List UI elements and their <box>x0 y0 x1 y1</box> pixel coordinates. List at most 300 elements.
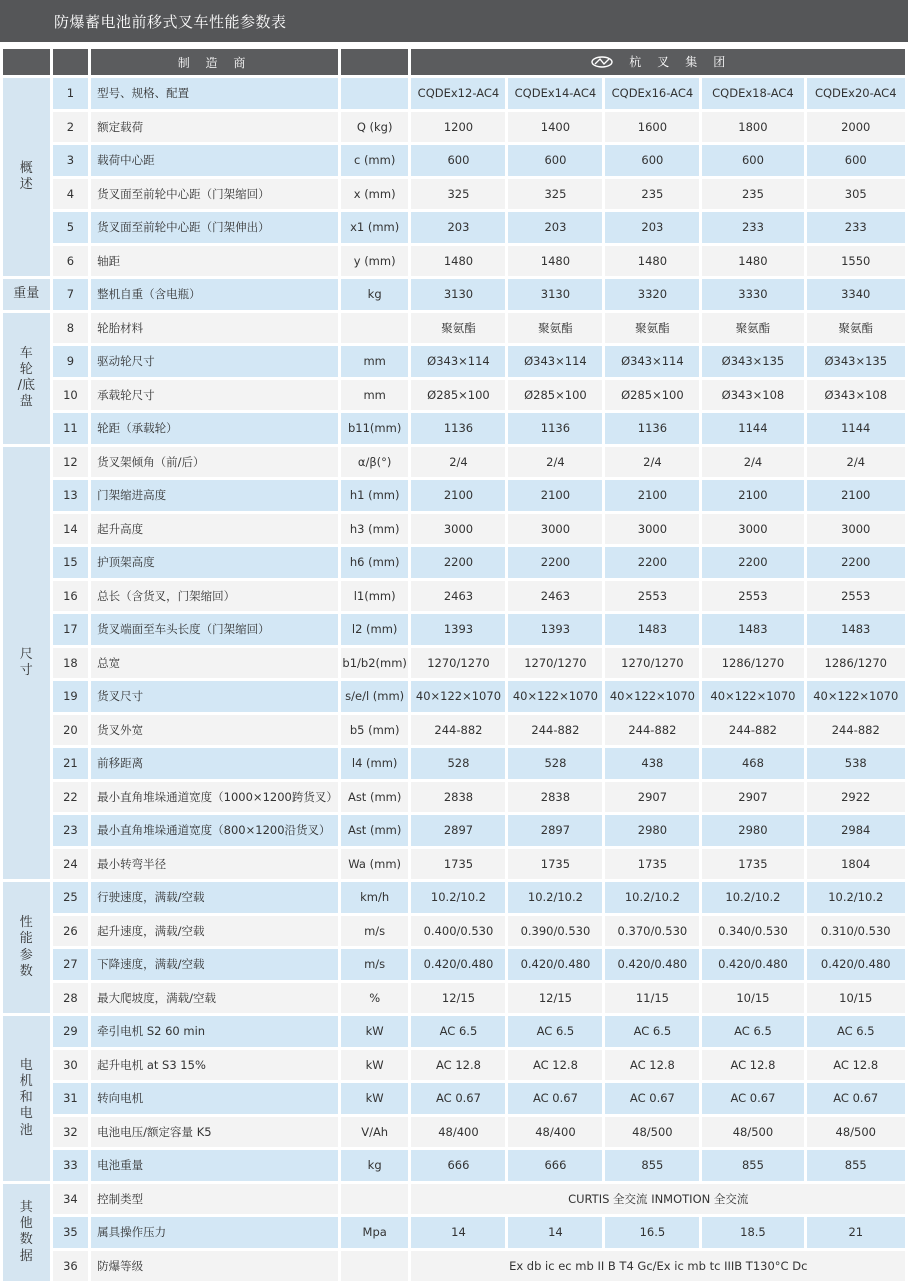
model-value-cell: 1480 <box>411 246 505 277</box>
row-number: 32 <box>53 1117 89 1148</box>
model-value-cell: 600 <box>508 145 602 176</box>
row-number: 26 <box>53 916 89 947</box>
row-unit: Ast (mm) <box>341 815 409 846</box>
model-value-cell: 2100 <box>605 480 699 511</box>
row-description: 防爆等级 <box>91 1251 338 1282</box>
model-value-cell: 聚氨酯 <box>605 313 699 344</box>
row-number: 17 <box>53 614 89 645</box>
row-number: 16 <box>53 581 89 612</box>
model-value-cell: 203 <box>411 212 505 243</box>
row-unit: c (mm) <box>341 145 409 176</box>
table-row <box>3 648 905 679</box>
row-unit: mm <box>341 346 409 377</box>
model-value-cell: 2200 <box>508 547 602 578</box>
model-value-cell: CQDEx18-AC4 <box>702 78 803 109</box>
table-row <box>3 413 905 444</box>
model-value-cell: 2907 <box>605 782 699 813</box>
row-unit: kW <box>341 1050 409 1081</box>
model-value-cell: 40×122×1070 <box>411 681 505 712</box>
row-description: 轴距 <box>91 246 338 277</box>
row-number: 36 <box>53 1251 89 1282</box>
model-value-cell: 11/15 <box>605 983 699 1014</box>
category-char: 寸 <box>19 662 33 678</box>
category-char: 参 <box>19 947 33 963</box>
row-description: 最小直角堆垛通道宽度（1000×1200跨货叉） <box>91 782 338 813</box>
row-description: 起升高度 <box>91 514 338 545</box>
model-value-cell: AC 0.67 <box>508 1083 602 1114</box>
row-unit: Ast (mm) <box>341 782 409 813</box>
category-char: 尺 <box>19 646 33 662</box>
model-value-cell: 0.420/0.480 <box>411 949 505 980</box>
manufacturer-label: 制 造 商 <box>91 49 338 75</box>
model-value-cell: 21 <box>807 1217 905 1248</box>
table-row <box>3 1050 905 1081</box>
model-value-cell: 12/15 <box>508 983 602 1014</box>
model-value-cell: 244-882 <box>605 715 699 746</box>
row-unit: l4 (mm) <box>341 748 409 779</box>
category-char: 轮 <box>19 361 33 377</box>
model-value-cell: 1286/1270 <box>702 648 803 679</box>
table-row <box>3 1117 905 1148</box>
model-value-cell: 1483 <box>702 614 803 645</box>
model-value-cell: 2463 <box>411 581 505 612</box>
category-char: 性 <box>19 915 33 930</box>
model-value-cell: AC 6.5 <box>508 1016 602 1047</box>
row-number: 1 <box>53 78 89 109</box>
row-unit: x1 (mm) <box>341 212 409 243</box>
model-value-cell: AC 0.67 <box>605 1083 699 1114</box>
model-value-cell: 3000 <box>702 514 803 545</box>
row-unit: x (mm) <box>341 179 409 210</box>
model-value-cell: 3320 <box>605 279 699 310</box>
model-value-cell: AC 6.5 <box>702 1016 803 1047</box>
model-value-cell: 2553 <box>807 581 905 612</box>
row-unit: m/s <box>341 916 409 947</box>
model-value-cell: 40×122×1070 <box>702 681 803 712</box>
model-value-cell: 48/400 <box>411 1117 505 1148</box>
model-value-cell: 12/15 <box>411 983 505 1014</box>
category-char: 重量 <box>13 286 40 302</box>
header-row <box>3 49 905 75</box>
model-value-cell: 2980 <box>605 815 699 846</box>
row-unit <box>341 313 409 344</box>
row-number: 11 <box>53 413 89 444</box>
model-value-cell: 1480 <box>508 246 602 277</box>
model-value-cell: 2100 <box>807 480 905 511</box>
model-value-cell: 233 <box>807 212 905 243</box>
model-value-cell: 1804 <box>807 849 905 880</box>
model-value-cell: 2980 <box>702 815 803 846</box>
model-value-cell: 3000 <box>508 514 602 545</box>
model-value-cell: 1800 <box>702 112 803 143</box>
model-value-cell: 18.5 <box>702 1217 803 1248</box>
model-value-cell: CQDEx14-AC4 <box>508 78 602 109</box>
model-value-cell: 2100 <box>702 480 803 511</box>
row-unit: kg <box>341 1150 409 1181</box>
category-char: 电 <box>19 1106 33 1122</box>
model-value-cell: CQDEx12-AC4 <box>411 78 505 109</box>
model-value-cell: 1136 <box>411 413 505 444</box>
model-value-cell: Ø343×108 <box>807 380 905 411</box>
row-unit: Wa (mm) <box>341 849 409 880</box>
model-value-cell: AC 6.5 <box>411 1016 505 1047</box>
row-number: 24 <box>53 849 89 880</box>
model-value-cell: 2553 <box>605 581 699 612</box>
row-unit: V/Ah <box>341 1117 409 1148</box>
row-description: 轮胎材料 <box>91 313 338 344</box>
category-char: 能 <box>19 931 33 947</box>
row-description: 属具操作压力 <box>91 1217 338 1248</box>
table-row <box>3 1217 905 1248</box>
model-value-cell: Ø285×100 <box>605 380 699 411</box>
model-value-cell: 538 <box>807 748 905 779</box>
row-number: 15 <box>53 547 89 578</box>
row-unit: h3 (mm) <box>341 514 409 545</box>
model-value-cell: Ø343×135 <box>807 346 905 377</box>
row-number: 23 <box>53 815 89 846</box>
brand-char: 杭 <box>629 55 642 70</box>
row-number: 13 <box>53 480 89 511</box>
model-value-cell: 1483 <box>807 614 905 645</box>
model-value-cell: 1270/1270 <box>605 648 699 679</box>
category-cell <box>3 279 50 310</box>
row-description: 总宽 <box>91 648 338 679</box>
model-value-cell: 2000 <box>807 112 905 143</box>
row-description: 起升电机 at S3 15% <box>91 1050 338 1081</box>
row-description: 货叉面至前轮中心距（门架伸出） <box>91 212 338 243</box>
model-value-cell: 1144 <box>807 413 905 444</box>
model-value-cell: 3000 <box>605 514 699 545</box>
row-number: 21 <box>53 748 89 779</box>
category-char: 其 <box>19 1199 33 1215</box>
row-unit: α/β(°) <box>341 447 409 478</box>
table-row <box>3 547 905 578</box>
model-value-cell: 244-882 <box>807 715 905 746</box>
model-value-cell: 855 <box>605 1150 699 1181</box>
table-row <box>3 480 905 511</box>
row-description: 门架缩进高度 <box>91 480 338 511</box>
category-char: 数 <box>19 1232 33 1248</box>
category-char: 池 <box>19 1122 33 1138</box>
model-value-cell: 325 <box>508 179 602 210</box>
row-number: 20 <box>53 715 89 746</box>
model-value-cell: Ø343×114 <box>605 346 699 377</box>
model-value-cell: 聚氨酯 <box>411 313 505 344</box>
row-description: 起升速度，满载/空载 <box>91 916 338 947</box>
row-description: 下降速度，满载/空载 <box>91 949 338 980</box>
model-value-cell: 40×122×1070 <box>605 681 699 712</box>
model-value-cell: 16.5 <box>605 1217 699 1248</box>
model-value-cell: 10.2/10.2 <box>411 882 505 913</box>
model-value-cell: 1136 <box>508 413 602 444</box>
model-value-cell: 2/4 <box>605 447 699 478</box>
model-value-cell: 1735 <box>411 849 505 880</box>
row-number: 28 <box>53 983 89 1014</box>
row-unit: kg <box>341 279 409 310</box>
table-row <box>3 212 905 243</box>
table-row <box>3 1150 905 1181</box>
model-value-cell: 1735 <box>702 849 803 880</box>
brand-char: 团 <box>713 55 726 70</box>
row-number: 4 <box>53 179 89 210</box>
model-value-cell: 203 <box>605 212 699 243</box>
row-span-value: Ex db ic ec mb II B T4 Gc/Ex ic mb tc IIIB T130°C Dc <box>411 1251 905 1282</box>
row-unit: km/h <box>341 882 409 913</box>
model-value-cell: 1480 <box>702 246 803 277</box>
category-char: /底 <box>17 378 35 393</box>
row-unit: Mpa <box>341 1217 409 1248</box>
row-description: 货叉外宽 <box>91 715 338 746</box>
brand-char: 集 <box>685 55 698 70</box>
model-value-cell: 10.2/10.2 <box>508 882 602 913</box>
row-unit: kW <box>341 1083 409 1114</box>
row-unit: b1/b2(mm) <box>341 648 409 679</box>
model-value-cell: CQDEx20-AC4 <box>807 78 905 109</box>
model-value-cell: 3000 <box>411 514 505 545</box>
model-value-cell: Ø343×135 <box>702 346 803 377</box>
table-row <box>3 1016 905 1047</box>
model-value-cell: 10.2/10.2 <box>605 882 699 913</box>
model-value-cell: 2/4 <box>411 447 505 478</box>
row-number: 25 <box>53 882 89 913</box>
row-description: 货叉面至前轮中心距（门架缩回） <box>91 179 338 210</box>
row-number: 31 <box>53 1083 89 1114</box>
table-row <box>3 246 905 277</box>
model-value-cell: 2200 <box>411 547 505 578</box>
row-unit <box>341 1184 409 1215</box>
row-description: 行驶速度，满载/空载 <box>91 882 338 913</box>
model-value-cell: 40×122×1070 <box>807 681 905 712</box>
model-value-cell: 600 <box>605 145 699 176</box>
model-value-cell: 2838 <box>508 782 602 813</box>
model-value-cell: 1393 <box>508 614 602 645</box>
model-value-cell: 0.400/0.530 <box>411 916 505 947</box>
model-value-cell: 528 <box>411 748 505 779</box>
model-value-cell: 1483 <box>605 614 699 645</box>
model-value-cell: 666 <box>508 1150 602 1181</box>
header-blank-cell <box>53 49 89 75</box>
model-value-cell: 1270/1270 <box>411 648 505 679</box>
model-value-cell: 600 <box>702 145 803 176</box>
model-value-cell: 2/4 <box>508 447 602 478</box>
row-description: 货叉架倾角（前/后） <box>91 447 338 478</box>
table-row <box>3 313 905 344</box>
header-blank-cell <box>341 49 409 75</box>
model-value-cell: Ø285×100 <box>411 380 505 411</box>
table-row <box>3 715 905 746</box>
model-value-cell: 0.420/0.480 <box>702 949 803 980</box>
row-unit <box>341 1251 409 1282</box>
row-span-value: CURTIS 全交流 INMOTION 全交流 <box>411 1184 905 1215</box>
row-description: 电池重量 <box>91 1150 338 1181</box>
model-value-cell: 305 <box>807 179 905 210</box>
model-value-cell: 2897 <box>508 815 602 846</box>
category-char: 据 <box>19 1248 33 1264</box>
model-value-cell: AC 12.8 <box>508 1050 602 1081</box>
model-value-cell: AC 12.8 <box>807 1050 905 1081</box>
model-value-cell: AC 0.67 <box>702 1083 803 1114</box>
model-value-cell: 468 <box>702 748 803 779</box>
category-cell <box>3 78 50 276</box>
model-value-cell: 0.340/0.530 <box>702 916 803 947</box>
row-number: 22 <box>53 782 89 813</box>
model-value-cell: 0.420/0.480 <box>605 949 699 980</box>
model-value-cell: 3340 <box>807 279 905 310</box>
row-unit: mm <box>341 380 409 411</box>
row-unit: % <box>341 983 409 1014</box>
table-row <box>3 1184 905 1215</box>
model-value-cell: 聚氨酯 <box>508 313 602 344</box>
model-value-cell: 10/15 <box>702 983 803 1014</box>
row-unit: b11(mm) <box>341 413 409 444</box>
row-unit: b5 (mm) <box>341 715 409 746</box>
model-value-cell: 2553 <box>702 581 803 612</box>
model-value-cell: 855 <box>702 1150 803 1181</box>
category-cell <box>3 1016 50 1181</box>
row-description: 驱动轮尺寸 <box>91 346 338 377</box>
category-cell <box>3 1184 50 1282</box>
table-row <box>3 179 905 210</box>
row-number: 14 <box>53 514 89 545</box>
model-value-cell: 2/4 <box>807 447 905 478</box>
model-value-cell: 235 <box>605 179 699 210</box>
model-value-cell: 203 <box>508 212 602 243</box>
model-value-cell: 1393 <box>411 614 505 645</box>
page-title: 防爆蓄电池前移式叉车性能参数表 <box>54 13 287 31</box>
row-number: 35 <box>53 1217 89 1248</box>
category-cell <box>3 447 50 880</box>
model-value-cell: 0.420/0.480 <box>508 949 602 980</box>
model-value-cell: CQDEx16-AC4 <box>605 78 699 109</box>
model-value-cell: 2897 <box>411 815 505 846</box>
model-value-cell: 2838 <box>411 782 505 813</box>
model-value-cell: 2463 <box>508 581 602 612</box>
category-char: 车 <box>19 345 33 361</box>
table-row <box>3 1083 905 1114</box>
model-value-cell: Ø285×100 <box>508 380 602 411</box>
table-row <box>3 748 905 779</box>
row-description: 整机自重（含电瓶） <box>91 279 338 310</box>
table-row <box>3 815 905 846</box>
row-unit: h6 (mm) <box>341 547 409 578</box>
model-value-cell: 528 <box>508 748 602 779</box>
model-value-cell: 2200 <box>702 547 803 578</box>
category-char: 机 <box>19 1073 33 1089</box>
hangcha-logo-icon <box>591 56 613 68</box>
table-row <box>3 1251 905 1282</box>
table-row <box>3 782 905 813</box>
category-cell <box>3 313 50 444</box>
table-row <box>3 581 905 612</box>
row-description: 牵引电机 S2 60 min <box>91 1016 338 1047</box>
row-number: 29 <box>53 1016 89 1047</box>
model-value-cell: 244-882 <box>702 715 803 746</box>
model-value-cell: 2200 <box>807 547 905 578</box>
row-description: 总长（含货叉，门架缩回） <box>91 581 338 612</box>
brand <box>591 53 725 70</box>
category-char: 他 <box>19 1216 33 1231</box>
model-value-cell: AC 6.5 <box>605 1016 699 1047</box>
model-value-cell: 48/500 <box>702 1117 803 1148</box>
model-value-cell: 0.370/0.530 <box>605 916 699 947</box>
model-value-cell: 666 <box>411 1150 505 1181</box>
category-char: 盘 <box>19 394 33 410</box>
row-description: 轮距（承载轮） <box>91 413 338 444</box>
table-row <box>3 447 905 478</box>
row-unit: l2 (mm) <box>341 614 409 645</box>
model-value-cell: 3130 <box>508 279 602 310</box>
row-unit: y (mm) <box>341 246 409 277</box>
row-description: 转向电机 <box>91 1083 338 1114</box>
model-value-cell: 1735 <box>605 849 699 880</box>
model-value-cell: 1200 <box>411 112 505 143</box>
model-value-cell: 3000 <box>807 514 905 545</box>
row-description: 控制类型 <box>91 1184 338 1215</box>
model-value-cell: Ø343×114 <box>508 346 602 377</box>
model-value-cell: 2907 <box>702 782 803 813</box>
model-value-cell: AC 12.8 <box>411 1050 505 1081</box>
row-number: 3 <box>53 145 89 176</box>
table-row <box>3 112 905 143</box>
category-char: 概 <box>19 160 33 176</box>
brand-cell <box>411 49 905 75</box>
model-value-cell: 2100 <box>508 480 602 511</box>
model-value-cell: 10.2/10.2 <box>702 882 803 913</box>
model-value-cell: 2100 <box>411 480 505 511</box>
row-description: 最大爬坡度，满载/空载 <box>91 983 338 1014</box>
model-value-cell: 233 <box>702 212 803 243</box>
model-value-cell: 48/500 <box>807 1117 905 1148</box>
table-row <box>3 380 905 411</box>
row-number: 6 <box>53 246 89 277</box>
model-value-cell: 1480 <box>605 246 699 277</box>
model-value-cell: 3130 <box>411 279 505 310</box>
model-value-cell: 1550 <box>807 246 905 277</box>
model-value-cell: Ø343×108 <box>702 380 803 411</box>
row-number: 19 <box>53 681 89 712</box>
row-description: 最小直角堆垛通道宽度（800×1200沿货叉） <box>91 815 338 846</box>
row-number: 27 <box>53 949 89 980</box>
spec-table-wrapper <box>0 46 908 1284</box>
model-value-cell: 1286/1270 <box>807 648 905 679</box>
row-number: 2 <box>53 112 89 143</box>
category-cell <box>3 882 50 1013</box>
row-unit: Q (kg) <box>341 112 409 143</box>
row-number: 12 <box>53 447 89 478</box>
table-row <box>3 514 905 545</box>
model-value-cell: 2922 <box>807 782 905 813</box>
model-value-cell: AC 0.67 <box>411 1083 505 1114</box>
model-value-cell: 325 <box>411 179 505 210</box>
model-value-cell: 聚氨酯 <box>807 313 905 344</box>
row-number: 7 <box>53 279 89 310</box>
row-unit: h1 (mm) <box>341 480 409 511</box>
model-value-cell: 14 <box>508 1217 602 1248</box>
model-value-cell: 0.310/0.530 <box>807 916 905 947</box>
row-unit: l1(mm) <box>341 581 409 612</box>
category-char: 电 <box>19 1057 33 1073</box>
model-value-cell: 1136 <box>605 413 699 444</box>
row-number: 34 <box>53 1184 89 1215</box>
model-value-cell: 244-882 <box>508 715 602 746</box>
model-value-cell: 855 <box>807 1150 905 1181</box>
title-bar <box>0 0 908 42</box>
table-row <box>3 949 905 980</box>
model-value-cell: 0.390/0.530 <box>508 916 602 947</box>
model-value-cell: 聚氨酯 <box>702 313 803 344</box>
model-value-cell: 0.420/0.480 <box>807 949 905 980</box>
row-unit <box>341 78 409 109</box>
